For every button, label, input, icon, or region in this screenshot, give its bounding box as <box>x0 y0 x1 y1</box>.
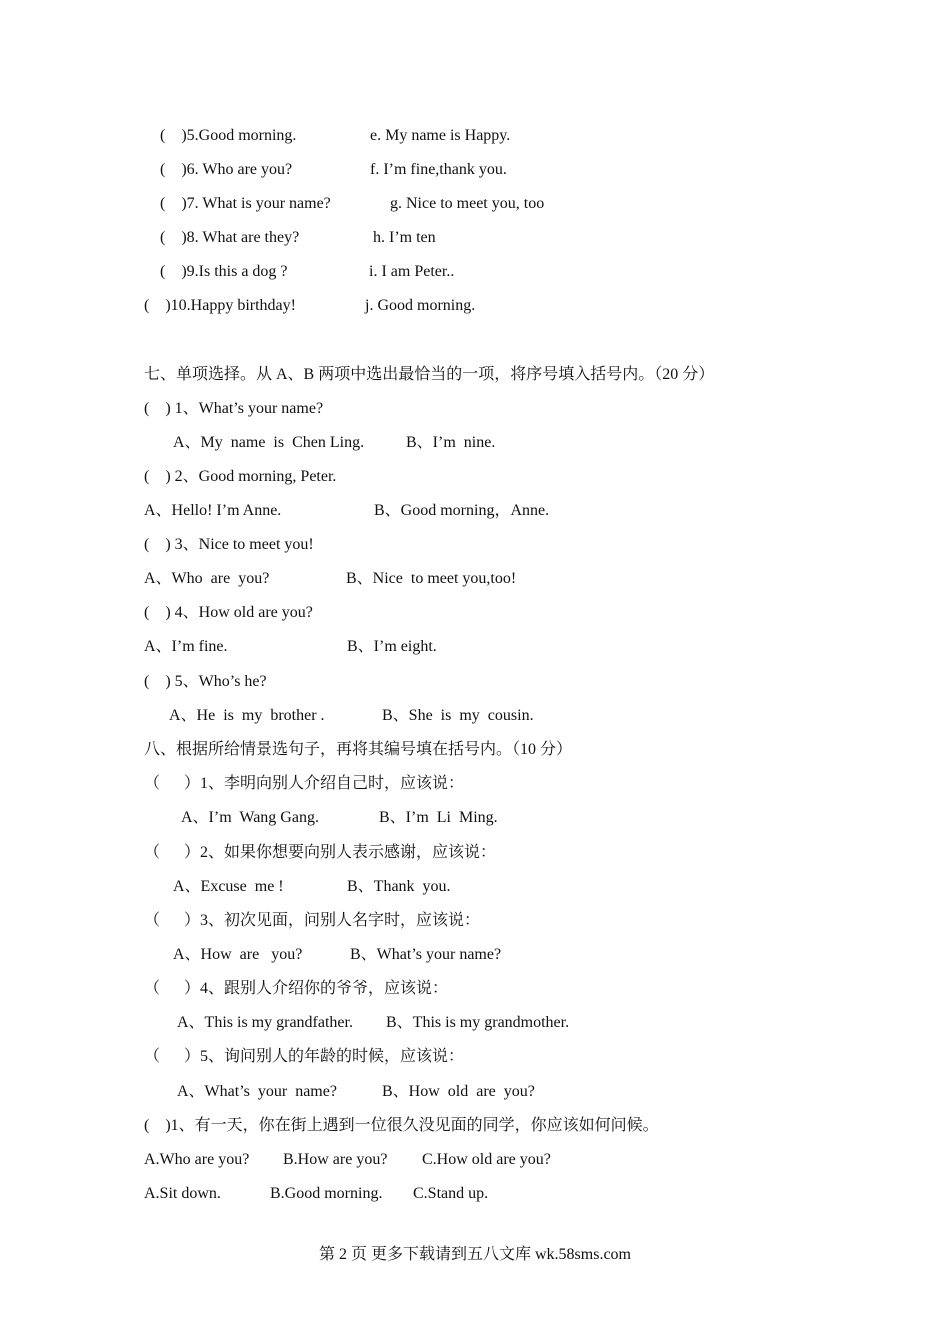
s8-q3-option-b: B、What’s your name? <box>350 946 502 963</box>
extra-option-a2: A.Sit down. <box>144 1185 221 1202</box>
s8-question-2: （ ）2、如果你想要向别人表示感谢，应该说： <box>144 844 497 861</box>
s8-question-5: （ ）5、询问别人的年龄的时候，应该说： <box>144 1048 465 1065</box>
s8-question-4: （ ）4、跟别人介绍你的爷爷，应该说： <box>144 980 449 997</box>
extra-option-b1: B.How are you? <box>283 1151 388 1168</box>
s8-question-3: （ ）3、初次见面，问别人名字时，应该说： <box>144 912 481 929</box>
extra-option-b2: B.Good morning. <box>270 1185 383 1202</box>
s8-q3-option-a: A、How are you? <box>173 946 303 963</box>
matching-right-h: h. I’m ten <box>373 229 436 246</box>
extra-option-c1: C.How old are you? <box>422 1151 551 1168</box>
matching-right-i: i. I am Peter.. <box>369 263 455 280</box>
s7-question-3: ( ) 3、Nice to meet you! <box>144 536 314 553</box>
s8-q5-option-b: B、How old are you? <box>382 1083 535 1100</box>
s8-question-1: （ ）1、李明向别人介绍自己时，应该说： <box>144 775 465 792</box>
matching-right-g: g. Nice to meet you, too <box>390 195 545 212</box>
s7-q3-option-a: A、Who are you? <box>144 570 270 587</box>
matching-left-8: ( )8. What are they? <box>160 229 300 246</box>
extra-question-text: ( )1、有一天，你在街上遇到一位很久没见面的同学，你应该如何问候。 <box>144 1117 659 1134</box>
s7-q5-option-b: B、She is my cousin. <box>382 707 534 724</box>
page-footer: 第 2 页 更多下载请到五八文库 wk.58sms.com <box>318 1246 631 1263</box>
s7-q1-option-b: B、I’m nine. <box>406 434 496 451</box>
extra-option-a1: A.Who are you? <box>144 1151 250 1168</box>
s7-question-4: ( ) 4、How old are you? <box>144 604 313 621</box>
section-8-heading: 八、根据所给情景选句子，再将其编号填在括号内。（10 分） <box>144 741 573 758</box>
s8-q5-option-a: A、What’s your name? <box>177 1083 337 1100</box>
matching-left-10: ( )10.Happy birthday! <box>144 297 296 314</box>
s7-question-1: ( ) 1、What’s your name? <box>144 400 324 417</box>
matching-left-7: ( )7. What is your name? <box>160 195 331 212</box>
s8-q4-option-b: B、This is my grandmother. <box>386 1014 570 1031</box>
s7-q3-option-b: B、Nice to meet you,too! <box>346 570 517 587</box>
s8-q1-option-b: B、I’m Li Ming. <box>379 809 498 826</box>
matching-right-j: j. Good morning. <box>365 297 476 314</box>
s7-q5-option-a: A、He is my brother . <box>169 707 325 724</box>
matching-left-6: ( )6. Who are you? <box>160 161 293 178</box>
s7-q4-option-b: B、I’m eight. <box>347 638 437 655</box>
extra-option-c2: C.Stand up. <box>413 1185 489 1202</box>
s7-question-2: ( ) 2、Good morning, Peter. <box>144 468 337 485</box>
s8-q4-option-a: A、This is my grandfather. <box>177 1014 353 1031</box>
matching-left-5: ( )5.Good morning. <box>160 127 297 144</box>
s8-q2-option-a: A、Excuse me ! <box>173 878 284 895</box>
s7-q2-option-a: A、Hello! I’m Anne. <box>144 502 282 519</box>
s7-q1-option-a: A、My name is Chen Ling. <box>173 434 365 451</box>
s8-q2-option-b: B、Thank you. <box>347 878 451 895</box>
matching-left-9: ( )9.Is this a dog ? <box>160 263 288 280</box>
s7-q2-option-b: B、Good morning，Anne. <box>374 502 550 519</box>
s7-q4-option-a: A、I’m fine. <box>144 638 228 655</box>
section-7-heading: 七、单项选择。从 A、B 两项中选出最恰当的一项，将序号填入括号内。（20 分） <box>144 366 715 383</box>
matching-right-f: f. I’m fine,thank you. <box>370 161 507 178</box>
matching-right-e: e. My name is Happy. <box>370 127 511 144</box>
s7-question-5: ( ) 5、Who’s he? <box>144 673 267 690</box>
s8-q1-option-a: A、I’m Wang Gang. <box>181 809 319 826</box>
